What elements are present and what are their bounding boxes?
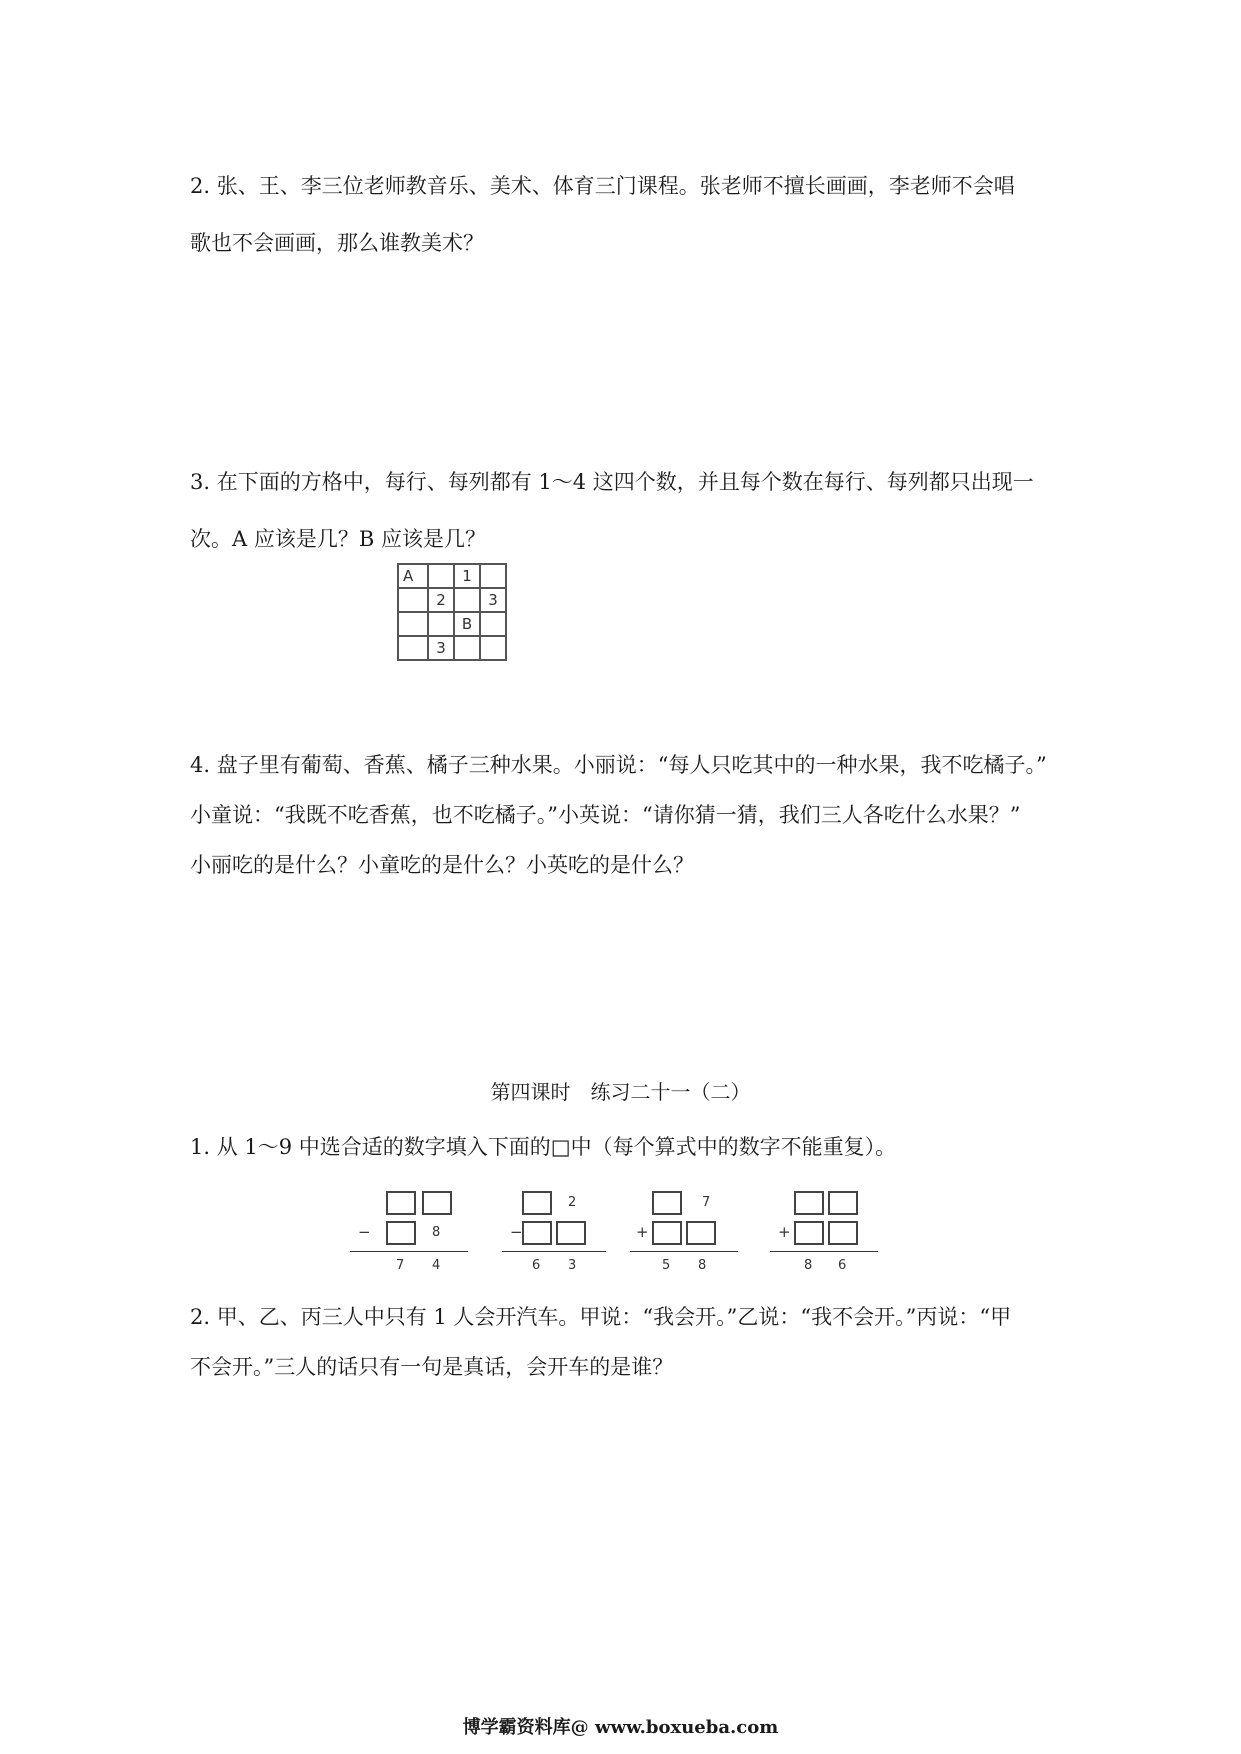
- exercise-2-text: [190, 1292, 1070, 1392]
- sum-line: [630, 1251, 738, 1252]
- grid-cell: 3: [480, 588, 506, 612]
- result-digit: 8: [804, 1258, 813, 1273]
- grid-cell: 3: [428, 636, 454, 660]
- text-line: 2. 张、王、李三位老师教音乐、美术、体育三门课程。张老师不擅长画画，李老师不会唱: [190, 174, 1015, 198]
- answer-box[interactable]: [686, 1221, 716, 1245]
- text-line: 小童说：“我既不吃香蕉，也不吃橘子。”小英说：“请你猜一猜，我们三人各吃什么水果？”: [190, 803, 1021, 827]
- answer-box[interactable]: [386, 1221, 416, 1245]
- arithmetic-problem: [758, 1191, 886, 1276]
- grid-row: [398, 588, 506, 612]
- sum-line: [502, 1251, 606, 1252]
- text-line: 3. 在下面的方格中，每行、每列都有 1～4 这四个数，并且每个数在每行、每列都只出现一: [190, 470, 1034, 494]
- given-digit: 7: [702, 1195, 711, 1210]
- answer-box[interactable]: [556, 1221, 586, 1245]
- text-line: 歌也不会画画，那么谁教美术？: [190, 231, 484, 255]
- operator-sign: −: [358, 1223, 371, 1241]
- answer-box[interactable]: [828, 1191, 858, 1215]
- answer-box[interactable]: [828, 1221, 858, 1245]
- grid-cell: [454, 636, 480, 660]
- text-line: 4. 盘子里有葡萄、香蕉、橘子三种水果。小丽说：“每人只吃其中的一种水果，我不吃橘子。”: [190, 753, 1047, 777]
- exercise-1-text: [190, 1130, 1070, 1164]
- result-digit: 6: [532, 1258, 541, 1273]
- text-line: 次。A 应该是几？B 应该是几？: [190, 527, 486, 551]
- question-4-text: [190, 740, 1070, 890]
- operator-sign: +: [778, 1223, 791, 1241]
- grid-cell: B: [454, 612, 480, 636]
- grid-cell: [454, 588, 480, 612]
- arithmetic-problem: [350, 1191, 478, 1276]
- grid-cell: 1: [454, 564, 480, 588]
- result-digit: 6: [838, 1258, 847, 1273]
- text-line: 2. 甲、乙、丙三人中只有 1 人会开汽车。甲说：“我会开。”乙说：“我不会开。”丙说：“甲: [190, 1305, 1012, 1329]
- text-line: 不会开。”三人的话只有一句是真话，会开车的是谁？: [190, 1355, 674, 1379]
- sum-line: [350, 1251, 468, 1252]
- grid-cell: [398, 588, 428, 612]
- answer-box[interactable]: [522, 1221, 552, 1245]
- grid-row: [398, 612, 506, 636]
- grid-cell: [428, 564, 454, 588]
- result-digit: 5: [662, 1258, 671, 1273]
- answer-box[interactable]: [794, 1221, 824, 1245]
- number-grid: [397, 563, 507, 661]
- question-2-text: [190, 158, 1070, 272]
- result-digit: 8: [698, 1258, 707, 1273]
- arithmetic-problem: [490, 1191, 618, 1276]
- result-digit: 3: [568, 1258, 577, 1273]
- grid-cell: [480, 612, 506, 636]
- question-3-text: [190, 454, 1070, 568]
- grid-cell: A: [398, 564, 428, 588]
- footer-watermark: 博学霸资料库@ www.boxueba.com: [462, 1717, 779, 1738]
- grid-cell: [398, 636, 428, 660]
- operator-sign: +: [636, 1223, 649, 1241]
- grid-cell: [480, 636, 506, 660]
- answer-box[interactable]: [422, 1191, 452, 1215]
- given-digit: 8: [432, 1225, 441, 1240]
- answer-box[interactable]: [794, 1191, 824, 1215]
- sum-line: [770, 1251, 878, 1252]
- answer-box[interactable]: [386, 1191, 416, 1215]
- answer-box[interactable]: [522, 1191, 552, 1215]
- text-line: 小丽吃的是什么？小童吃的是什么？小英吃的是什么？: [190, 853, 694, 877]
- given-digit: 2: [568, 1195, 577, 1210]
- grid-row: [398, 636, 506, 660]
- text-line: 1. 从 1～9 中选合适的数字填入下面的□中（每个算式中的数字不能重复）。: [190, 1135, 897, 1159]
- result-digit: 4: [432, 1258, 441, 1273]
- operator-sign: −: [510, 1223, 523, 1241]
- grid-cell: [398, 612, 428, 636]
- answer-box[interactable]: [652, 1221, 682, 1245]
- grid-cell: [480, 564, 506, 588]
- grid-cell: [428, 612, 454, 636]
- grid-row: [398, 564, 506, 588]
- result-digit: 7: [396, 1258, 405, 1273]
- section-title: 第四课时 练习二十一（二）: [490, 1080, 751, 1104]
- grid-cell: 2: [428, 588, 454, 612]
- answer-box[interactable]: [652, 1191, 682, 1215]
- arithmetic-problem: [620, 1191, 748, 1276]
